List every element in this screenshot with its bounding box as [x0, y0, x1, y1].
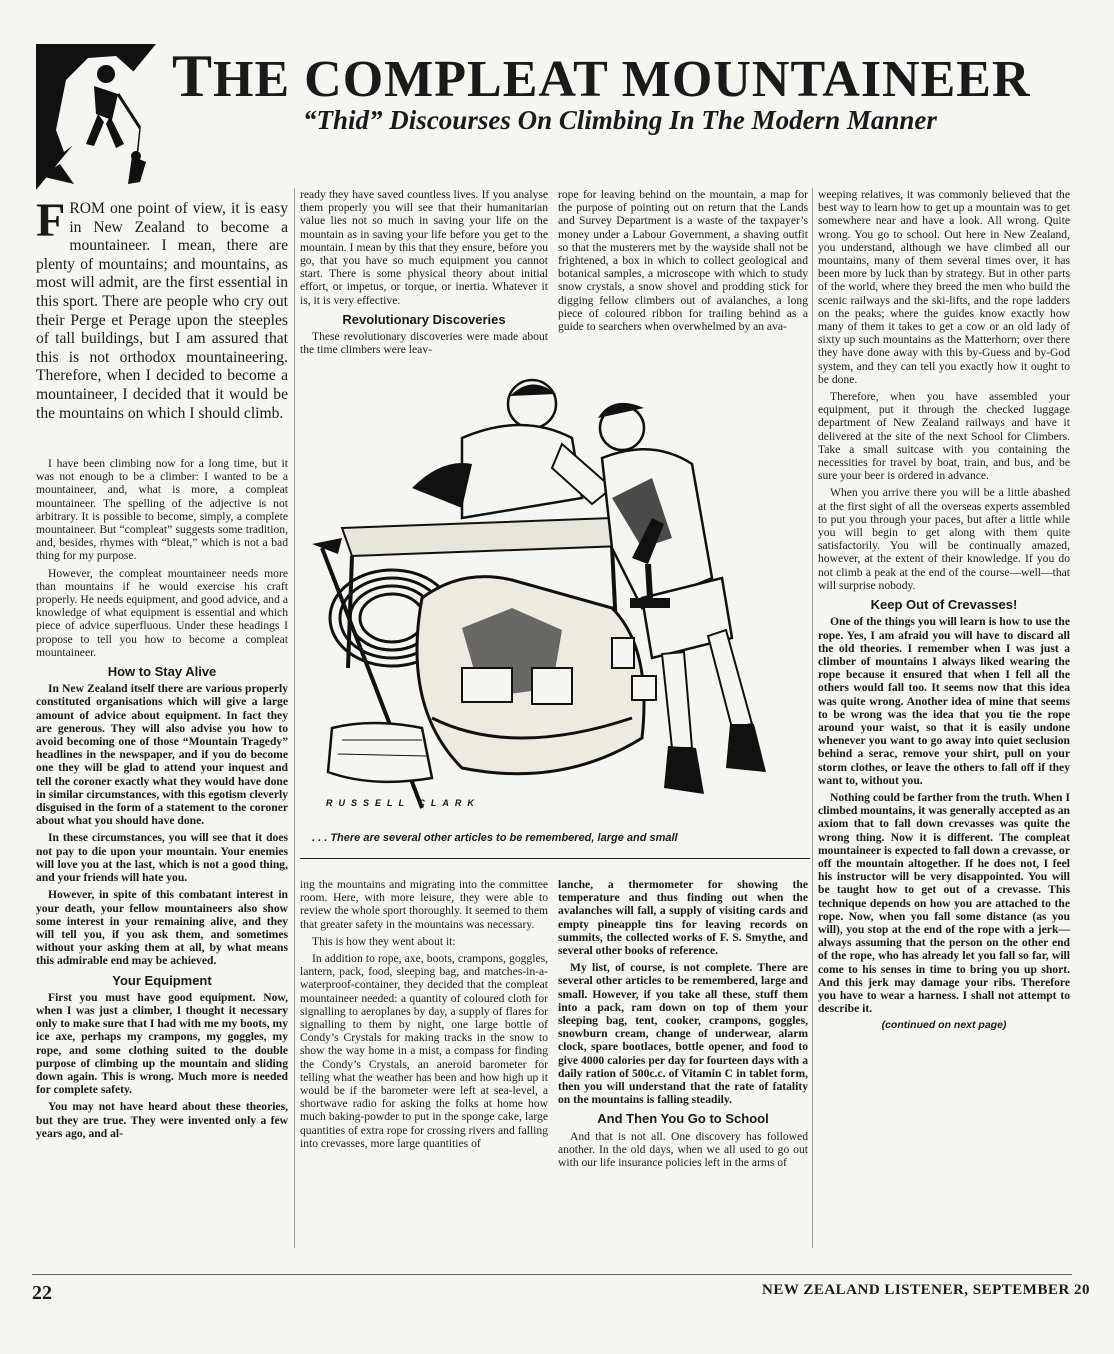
article-subtitle: “Thid” Discourses On Climbing In The Modern Manner	[303, 105, 937, 135]
continued-note: (continued on next page)	[881, 1019, 1007, 1032]
corner-climber-illustration	[36, 44, 156, 190]
column-separator	[294, 188, 295, 1248]
article-title	[172, 42, 1072, 111]
title-first-letter: T	[172, 43, 214, 109]
col4-paragraph: weeping relatives, it was commonly believed that the best way to learn how to get up a mountain was to get somewhere near and have a look. All wrong. Quite wrong. You go to school. Out here in New Zealand, you understand, although we have climbed all our mountains, many of them several times over, it has been more by luck than by strategy. But in other parts of the world, where they breed the men who build the scenic railways and the ski-lifts, and the rope ladders on the peaks; where the guides know exactly how many of them it takes to get a cow or an old lady of sixty up such mountains as the Matterhorn; over there they have done away with this by-Guess and by-God system, and they can tell you exactly how it ought to be done.	[818, 188, 1070, 386]
drop-cap: F	[36, 194, 66, 247]
publication-masthead: NEW ZEALAND LISTENER, SEPTEMBER 20	[762, 1282, 1091, 1298]
illustration-caption: . . . There are several other articles to be remembered, large and small	[312, 832, 678, 844]
column-3-bottom	[558, 878, 808, 1173]
col2-paragraph: In addition to rope, axe, boots, crampons, goggles, lantern, pack, food, sleeping bag, and matches-in-a-waterproof-container, they decided that the compleat mountaineer needed: a quantity of coloured cloth for signalling to aeroplanes by day, a supply of flares for signalling to them by night, one large bottle of Condy’s Crystals for making tracks in the snow to show the way home in a mist, a compass for finding the Condy’s Crystals, an aneroid barometer for telling what the weather has been and how high up it would be if the barometer were left at sea-level, a shortwave radio for asking the folks at home how much baking-powder to put in the sponge cake, large quantities of extra rope for crossing rivers and falling into crevasses, more large quantities of	[300, 952, 548, 1150]
col3-paragraph: rope for leaving behind on the mountain, a map for the purpose of pointing out on return that the Lands and Survey Department is a waste of the taxpayer’s money under a Labour Government, a shaving outfit so that the musterers met by the wayside shall not be frightened, a box in which to collect geological and botanical samples, a microscope with which to study snow crystals, a snow shovel and prodding stick for digging fellow climbers out of avalanches, a long piece of coloured ribbon for trailing behind as a guide to searchers when overwhelmed by an ava-	[558, 188, 808, 334]
heading-your-equipment: Your Equipment	[112, 972, 212, 988]
column-1	[36, 457, 288, 1144]
climbers-with-equipment-illustration	[312, 368, 812, 828]
col1-paragraph: You may not have heard about these theories, but they are true. They were invented only a few years ago, and al-	[36, 1100, 288, 1140]
heading-and-then-you-go-to-school: And Then You Go to School	[597, 1111, 769, 1127]
lead-text: ROM one point of view, it is easy in New Zealand to become a mountaineer. I mean, there are plenty of mountains; and mountains, as most will admit, are the first essential in this sport. There are people who cry out their Perge et Perage upon the steeples of tall buildings, but I am assured that this is not orthodox mountaineering. Therefore, when I decided to become a mountaineer, I decided that it would be the mountains on which I should climb.	[36, 200, 288, 422]
col3-paragraph: lanche, a thermometer for showing the temperature and thus finding out when the avalanches will fall, a supply of visiting cards and empty pineapple tins for leaving records on summits, the collected works of F. S. Smythe, and several other books of reference.	[558, 878, 808, 958]
col3-paragraph: My list, of course, is not complete. There are several other articles to be remembered, large and small. However, if you take all these, stuff them into a pack, ram down on top of them your sleeping bag, tent, cooker, crampons, goggles, snowburn cream, change of underwear, alarm clock, spare bootlaces, bottle opener, and food to give 4000 calories per day for fourteen days with a daily ration of 500c.c. of Vitamin C in tablet form, then you will understand that the rate of fatality on the mountains is falling steadily.	[558, 961, 808, 1107]
col4-paragraph: One of the things you will learn is how to use the rope. Yes, I am afraid you will have to discard all the old theories. I remember when I was just a climber of mountains I always liked wearing the rope because it ensured that when I fell all the others would fall too. It seems now that this idea was quite wrong. Another idea of mine that seems to be wrong was the idea that you tie the rope around your waist, so that it is easily undone whenever you want to go away into quiet seclusion behind a serac, remove your shirt, pull on your storm clothes, or leave the others to fall off if they want to, without you.	[818, 615, 1070, 787]
column-separator	[812, 188, 813, 1248]
footer-rule	[32, 1274, 1072, 1275]
artist-signature: RUSSELL CLARK	[326, 798, 480, 808]
heading-revolutionary-discoveries: Revolutionary Discoveries	[342, 311, 506, 327]
col2-paragraph: ready they have saved countless lives. If you analyse them properly you will see that their humanitarian value lies not so much in saving your life on the mountain as in saving your life before you get to the mountain. I mean by this that they ensure, before you go, that you have so much equipment you cannot start. There is some physical theory about initial effort, or impetus, or torque, or inertia. Whatever it is, it is very effective.	[300, 188, 548, 307]
col2-paragraph: This is how they went about it:	[312, 934, 456, 948]
divider-line	[300, 858, 810, 859]
column-3-top	[558, 188, 808, 337]
col1-paragraph: However, in spite of this combatant interest in your death, your fellow mountaineers also show some interest in your remaining alive, and they will tell you, if you ask them, and sometimes without your asking them at all, by what means this admirable end may be achieved.	[36, 888, 288, 968]
col2-paragraph: ing the mountains and migrating into the committee room. Here, with more leisure, they were able to review the whole sport thoroughly. It seemed to them that greater safety in the mountains was necessary.	[300, 878, 548, 931]
col4-paragraph: When you arrive there you will be a little abashed at the first sight of all the overseas experts assembled to put you through your paces, but after a little while you will begin to get along with them quite satisfactorily. You will be continually amazed, however, at the extent of their knowledge. If you do not climb a peak at the end of the course—well—that will surprise nobody.	[818, 486, 1070, 592]
heading-keep-out-of-crevasses: Keep Out of Crevasses!	[870, 597, 1018, 613]
column-2-bottom	[300, 878, 548, 1154]
heading-how-to-stay-alive: How to Stay Alive	[107, 664, 217, 680]
col3-paragraph: And that is not all. One discovery has followed another. In the old days, when we all used to go out with our life insurance policies left in the arms of	[558, 1129, 808, 1170]
column-4	[818, 188, 1070, 1033]
col1-paragraph: In New Zealand itself there are various properly constituted organisations which will give a large amount of advice about equipment. In fact they are generous. They will also advise you how to avoid becoming one of those “Mountain Tragedy” headlines in the newspaper, and if you do become one they will be glad to attend your inquest and tell the coroner exactly what they would have done in similar circumstances, with this egotism cleverly disguised in the form of a statement to the coroner about what you should have done.	[36, 682, 288, 828]
col1-paragraph: First you must have good equipment. Now, when I was just a climber, I thought it necessary only to make sure that I had with me my boots, my ice axe, perhaps my crampons, my goggles, my rope, and some clothing suited to the double purpose of climbing up the mountain and sliding down again. This is wrong. Much more is needed for complete safety.	[36, 990, 288, 1097]
lead-paragraph	[36, 194, 288, 423]
col1-paragraph: In these circumstances, you will see that it does not pay to die upon your mountain. Your enemies will love you at the last, which is not a good thing, and your friends will hate you.	[36, 831, 288, 885]
col4-paragraph: Therefore, when you have assembled your equipment, put it through the checked luggage department of New Zealand railways and have it delivered at the site of the next School for Climbers. Take a small suitcase with you containing the necessities for travel by boat, train, and bus, and be sure your beer is ordered in advance.	[818, 390, 1070, 483]
col4-paragraph: Nothing could be farther from the truth. When I climbed mountains, it was generally accepted as an axiom that to fall down crevasses was quite the wrong thing. Now it is different. The compleat mountaineer is expected to fall down a crevasse, or off the mountain altogether. If he does not, I feel his instructor will be very disappointed. You will be taught how to get out of a crevasse. This technique depends on how you are attached to the rope. Now, when you fall some distance (as you will), you stop at the end of the rope with a jerk—always assuming that the person on the other end of the rope, who has already let you fall so far, will come to his senses in time to bring you up short. And this jerk may damage your ribs. Therefore you have to wear a harness. I shall not attempt to describe it.	[818, 790, 1070, 1016]
title-rest: HE COMPLEAT MOUNTAINEER	[213, 51, 1031, 108]
page-number: 22	[32, 1282, 52, 1304]
column-2-top	[300, 188, 548, 360]
col2-paragraph: These revolutionary discoveries were made about the time climbers were leav-	[300, 330, 548, 357]
col1-paragraph: I have been climbing now for a long time, but it was not enough to be a climber: I wanted to be a mountaineer, and, what is more, a compleat mountaineer. The spelling of the adjective is not arbitrary. It is possible to become, simply, a complete mountaineer. But “compleat” suggests some tradition, and, besides, rhymes with “bleat,” which is not a bad thing for my purpose.	[36, 457, 288, 563]
col1-paragraph: However, the compleat mountaineer needs more than mountains if he would exercise his craft properly. He needs equipment, and good advice, and a knowledge of what equipment is essential and which piece of advice superfluous. Under these headings I propose to tell you how to become a compleat mountaineer.	[36, 566, 288, 659]
